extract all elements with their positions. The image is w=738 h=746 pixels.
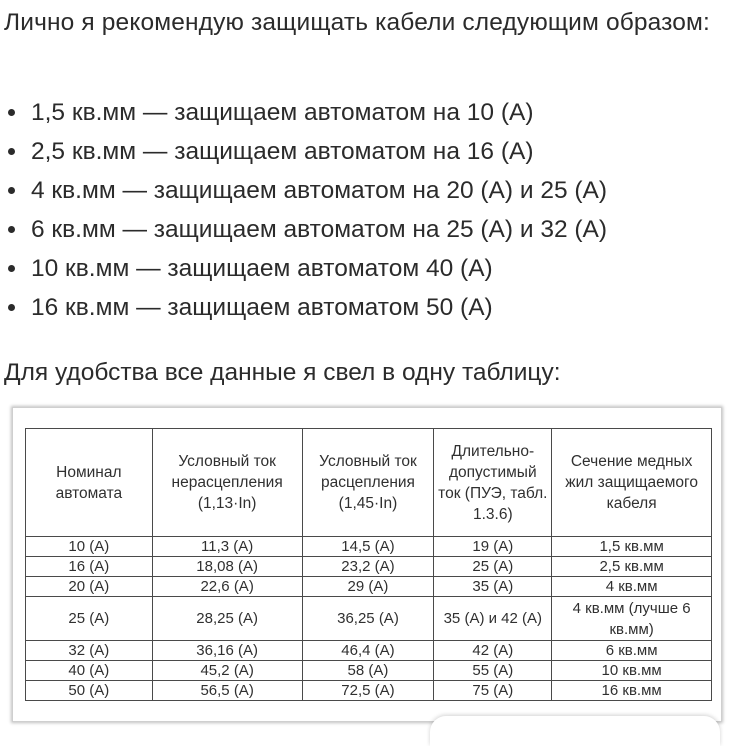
- bullet-icon: [8, 226, 15, 233]
- table-image: [12, 407, 722, 722]
- cell-trip-current: 14,5 (А): [302, 537, 434, 557]
- list-item-text: 1,5 кв.мм — защищаем автоматом на 10 (А): [31, 99, 534, 126]
- bullet-icon: [8, 265, 15, 272]
- header-non-trip-current: Условный ток нерасцепления (1,13·In): [152, 429, 302, 537]
- cell-non-trip-current: 28,25 (А): [152, 597, 302, 641]
- cell-cable-section: 10 кв.мм: [552, 661, 712, 681]
- cell-breaker-rating: 10 (А): [26, 537, 153, 557]
- cell-continuous-current: 42 (А): [434, 641, 552, 661]
- cell-trip-current: 36,25 (А): [302, 597, 434, 641]
- cell-cable-section: 4 кв.мм: [552, 577, 712, 597]
- list-item: [4, 288, 607, 327]
- bullet-icon: [8, 304, 15, 311]
- list-item-text: 4 кв.мм — защищаем автоматом на 20 (А) и 25 (А): [31, 177, 608, 204]
- cell-cable-section: 1,5 кв.мм: [552, 537, 712, 557]
- table-row: [26, 577, 712, 597]
- intro-paragraph: Лично я рекомендую защищать кабели следующим образом:: [4, 9, 711, 36]
- cell-breaker-rating: 40 (А): [26, 661, 153, 681]
- cell-trip-current: 46,4 (А): [302, 641, 434, 661]
- header-trip-current: Условный ток расцепления (1,45·In): [302, 429, 434, 537]
- cell-trip-current: 23,2 (А): [302, 557, 434, 577]
- cell-non-trip-current: 22,6 (А): [152, 577, 302, 597]
- cell-cable-section: 6 кв.мм: [552, 641, 712, 661]
- cell-breaker-rating: 16 (А): [26, 557, 153, 577]
- header-cable-section: Сечение медных жил защищаемого кабеля: [552, 429, 712, 537]
- list-item: [4, 132, 607, 171]
- header-breaker-rating: Номинал автомата: [26, 429, 153, 537]
- cell-non-trip-current: 11,3 (А): [152, 537, 302, 557]
- cell-trip-current: 29 (А): [302, 577, 434, 597]
- list-item-text: 16 кв.мм — защищаем автоматом 50 (А): [31, 294, 493, 321]
- table-row: [26, 641, 712, 661]
- summary-text: Для удобства все данные я свел в одну таблицу:: [4, 359, 561, 386]
- table-row: [26, 681, 712, 701]
- cell-breaker-rating: 20 (А): [26, 577, 153, 597]
- bullet-icon: [8, 148, 15, 155]
- list-item-text: 2,5 кв.мм — защищаем автоматом на 16 (А): [31, 138, 534, 165]
- bullet-icon: [8, 109, 15, 116]
- table-header-row: [26, 429, 712, 537]
- cell-continuous-current: 35 (А) и 42 (А): [434, 597, 552, 641]
- list-item-text: 6 кв.мм — защищаем автоматом на 25 (А) и 32 (А): [31, 216, 608, 243]
- cell-trip-current: 72,5 (А): [302, 681, 434, 701]
- list-item: [4, 93, 607, 132]
- cell-breaker-rating: 32 (А): [26, 641, 153, 661]
- cell-trip-current: 58 (А): [302, 661, 434, 681]
- cell-breaker-rating: 25 (А): [26, 597, 153, 641]
- table-row: [26, 557, 712, 577]
- cell-continuous-current: 35 (А): [434, 577, 552, 597]
- table-row: [26, 537, 712, 557]
- recommendation-list: [4, 93, 607, 327]
- overlay-card-edge: [430, 716, 720, 746]
- list-item: [4, 249, 607, 288]
- cell-non-trip-current: 18,08 (А): [152, 557, 302, 577]
- cell-cable-section: 16 кв.мм: [552, 681, 712, 701]
- cell-non-trip-current: 36,16 (А): [152, 641, 302, 661]
- table-row: [26, 597, 712, 641]
- cell-continuous-current: 25 (А): [434, 557, 552, 577]
- cell-cable-section: 4 кв.мм (лучше 6 кв.мм): [552, 597, 712, 641]
- list-item-text: 10 кв.мм — защищаем автоматом 40 (А): [31, 255, 493, 282]
- cell-breaker-rating: 50 (А): [26, 681, 153, 701]
- cell-continuous-current: 19 (А): [434, 537, 552, 557]
- cell-cable-section: 2,5 кв.мм: [552, 557, 712, 577]
- table-row: [26, 661, 712, 681]
- bullet-icon: [8, 187, 15, 194]
- cell-non-trip-current: 56,5 (А): [152, 681, 302, 701]
- list-item: [4, 171, 607, 210]
- cell-non-trip-current: 45,2 (А): [152, 661, 302, 681]
- cell-continuous-current: 55 (А): [434, 661, 552, 681]
- cell-continuous-current: 75 (А): [434, 681, 552, 701]
- list-item: [4, 210, 607, 249]
- breaker-cable-table: [25, 428, 712, 701]
- header-continuous-current: Длительно-допустимый ток (ПУЭ, табл. 1.3.6): [434, 429, 552, 537]
